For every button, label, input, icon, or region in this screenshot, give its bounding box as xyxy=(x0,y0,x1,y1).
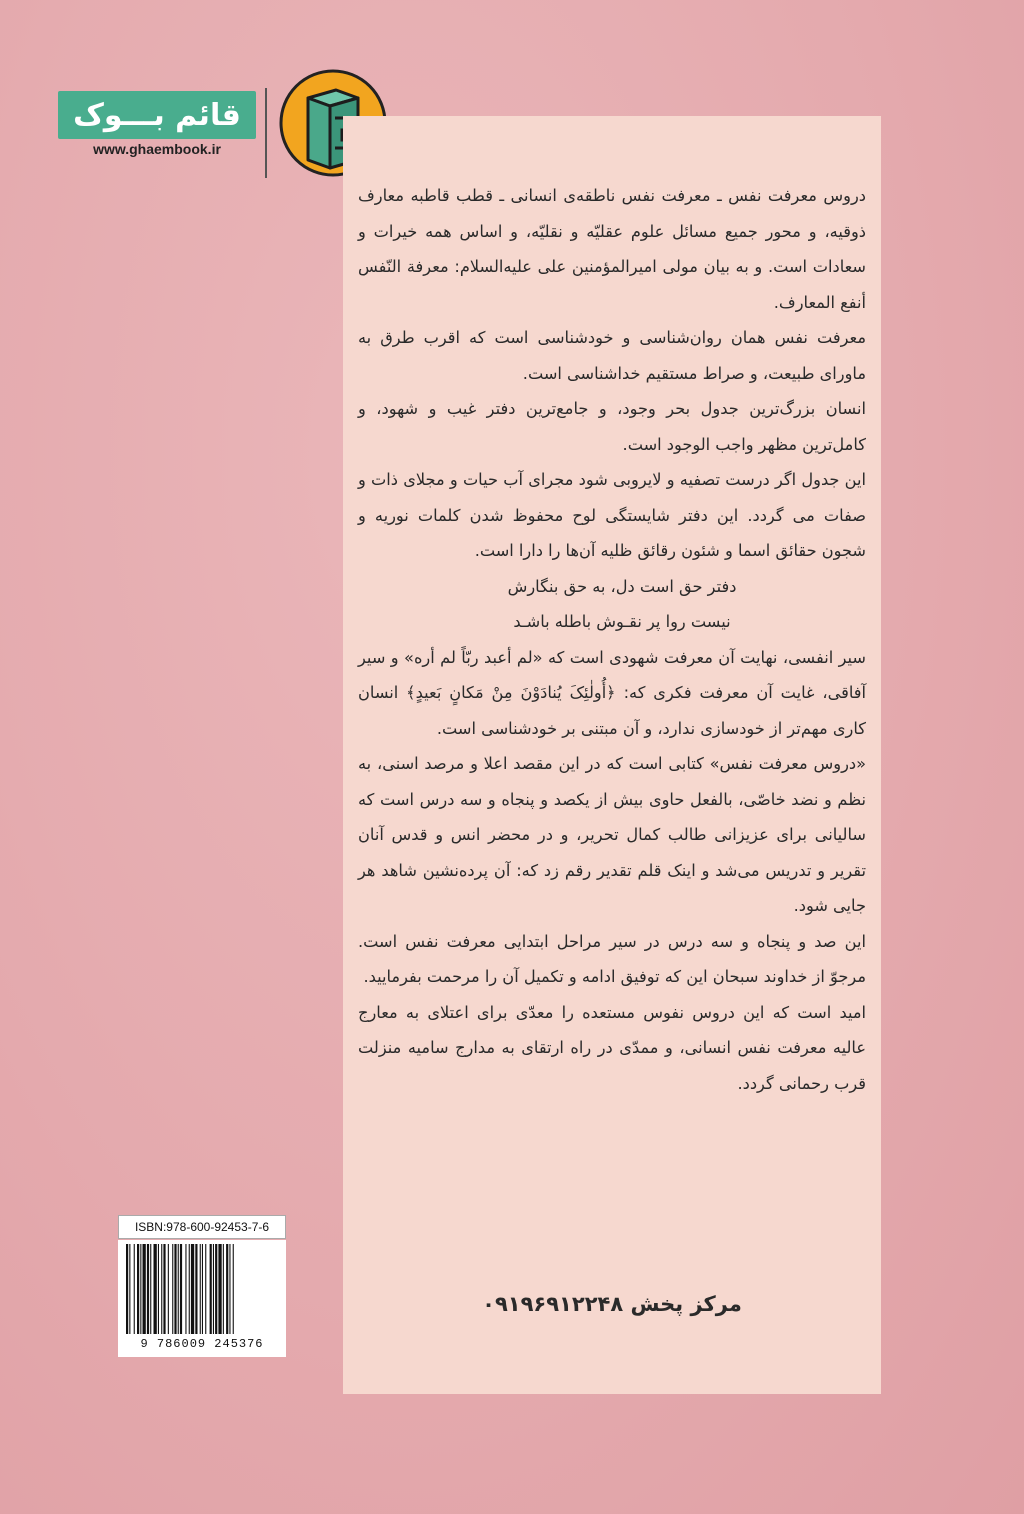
barcode-digits: 9 786009 245376 xyxy=(118,1337,286,1357)
poem-line: دفتر حق است دل، به حق بنگارش xyxy=(507,576,737,596)
poem-line: نیست روا پر نقـوش باطله باشـد xyxy=(513,612,731,631)
paragraph: معرفت نفس همان روان‌شناسی و خودشناسی است که اقرب طرق به ماورای طبیعت، و صراط مستقیم خداشناسی است. xyxy=(358,328,866,383)
paragraph: این صد و پنجاه و سه درس در سیر مراحل ابتدایی معرفت نفس است. مرجوّ از خداوند سبحان این که توفیق ادامه و تکمیل آن را مرحمت بفرمایید. xyxy=(358,931,866,986)
paragraph: سیر انفسی، نهایت آن معرفت شهودی است که «لم أعبد ربّاً لم أره» و سیر آفاقی، غایت آن معرفت فکری که: ﴿أُولٰئِکَ یُنادَوْنَ مِنْ مَکانٍ بَعیدٍ﴾ انسان کاری مهم‌تر از خودسازی ندارد، و آن مبتنی بر خودشناسی است. xyxy=(358,647,866,738)
distribution-center: مرکز پخش ۰۹۱۹۶۹۱۲۲۴۸ xyxy=(482,1292,742,1316)
publisher-logo-badge: قائم بـــوک xyxy=(58,91,256,139)
logo-divider xyxy=(265,88,267,178)
barcode-icon xyxy=(118,1240,286,1337)
publisher-url: www.ghaembook.ir xyxy=(93,141,221,157)
isbn-label: ISBN:978-600-92453-7-6 xyxy=(118,1215,286,1239)
paragraph: امید است که این دروس نفوس مستعده را معدّی برای اعتلای به معارج عالیه معرفت نفس انسانی، و ممدّی در راه ارتقای به مدارج سامیه منزلت قرب رحمانی گردد. xyxy=(358,1002,866,1093)
paragraph: دروس معرفت نفس ـ معرفت نفس ناطقه‌ی انسانی ـ قطب قاطبه معارف ذوقیه، و محور جمیع مسائل علوم عقلیّه و نقلیّه، و اساس همه خیرات و سعادات است. و به بیان مولی امیرالمؤمنین علی علیه‌السلام: معرفة النّفس أنفع المعارف. xyxy=(358,186,866,312)
back-cover-text xyxy=(358,178,866,1101)
paragraph: انسان بزرگ‌ترین جدول بحر وجود، و جامع‌ترین دفتر غیب و شهود، و کامل‌ترین مظهر واجب الوجود است. xyxy=(358,399,866,454)
paragraph: این جدول اگر درست تصفیه و لایروبی شود مجرای آب حیات و مجلای ذات و صفات می گردد. این دفتر شایستگی لوح محفوظ شدن کلمات نوریه و شجون حقائق اسما و شئون رقائق ظلیه آن‌ها را دارا است. xyxy=(358,470,866,560)
paragraph: «دروس معرفت نفس» کتابی است که در این مقصد اعلا و مرصد اسنی، به نظم و نضد خاصّی، بالفعل حاوی بیش از یکصد و پنجاه و سه درس است که سالیانی برای عزیزانی طالب کمال تحریر، و در محضر انس و قدس آنان تقریر و تدریس می‌شد و اینک قلم تقدیر رقم زد که: آن پرده‌نشین شاهد هر جایی شود. xyxy=(358,754,866,915)
